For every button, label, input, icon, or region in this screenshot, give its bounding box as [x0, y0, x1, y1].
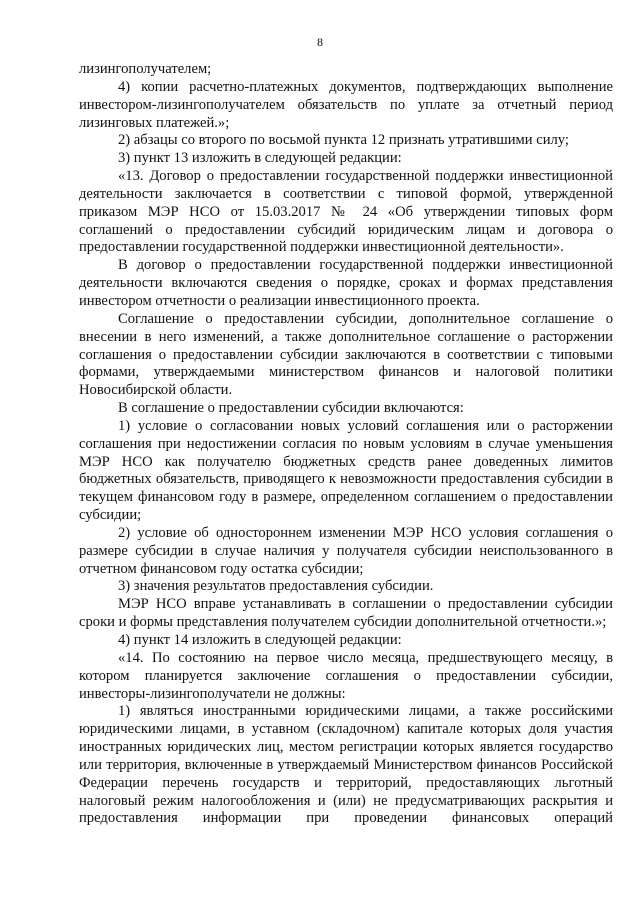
- paragraph-condition-3: 3) значения результатов предоставления субсидии.: [118, 578, 434, 595]
- paragraph-clause-13: «13. Договор о предоставлении государственной поддержки инвестиционной деятельности заключается в соответствии с типовой формой, утвержденной приказом МЭР НСО от 15.03.2017 № 24 «Об утверждении типовых форм соглашений о предоставлении субсидий юридическим лицам и договора о предоставлении государственной поддержки инвестиционной деятельности».: [79, 168, 613, 256]
- paragraph-reporting-rights: МЭР НСО вправе устанавливать в соглашении о предоставлении субсидии сроки и формы представления получателем субсидии дополнительной отчетности.»;: [79, 596, 613, 631]
- document-body: [79, 61, 613, 828]
- paragraph-agreement-includes: В соглашение о предоставлении субсидии включаются:: [118, 400, 464, 417]
- paragraph-item-4-documents: 4) копии расчетно-платежных документов, подтверждающих выполнение инвестором-лизингополучателем обязательств по уплате за отчетный период лизинговых платежей.»;: [79, 78, 613, 131]
- paragraph-subsidy-agreement: Соглашение о предоставлении субсидии, дополнительное соглашение о внесении в него изменений, а также дополнительное соглашение о расторжении соглашения о предоставлении субсидии заключаются в соответствии с типовыми формами, утверждаемыми министерством финансов и налоговой политики Новосибирской области.: [79, 310, 613, 399]
- paragraph-condition-1: 1) условие о согласовании новых условий соглашения или о расторжении соглашения при недостижении согласия по новым условиям в случае уменьшения МЭР НСО как получателю бюджетных средств ранее доведенных лимитов бюджетных обязательств, приводящего к невозможности предоставления субсидии в текущем финансовом году в размере, определенном соглашением о предоставлении субсидии;: [79, 417, 613, 524]
- paragraph-support-agreement: В договор о предоставлении государственной поддержки инвестиционной деятельности включаются сведения о порядке, сроках и формах представления инвестором отчетности о реализации инвестиционного проекта.: [79, 257, 613, 309]
- paragraph-condition-2: 2) условие об одностороннем изменении МЭР НСО условия соглашения о размере субсидии в случае наличия у получателя субсидии неиспользованного в отчетном финансовом году остатка субсидии;: [79, 524, 613, 577]
- paragraph-amendment-3: 3) пункт 13 изложить в следующей редакции:: [118, 150, 402, 167]
- paragraph-amendment-4: 4) пункт 14 изложить в следующей редакции:: [118, 632, 402, 648]
- page-number: 8: [317, 35, 323, 49]
- paragraph-amendment-2: 2) абзацы со второго по восьмой пункта 12 признать утратившими силу;: [118, 132, 569, 149]
- paragraph-requirement-1: 1) являться иностранными юридическими лицами, а также российскими юридическими лицами, в уставном (складочном) капитале которых доля участия иностранных юридических лиц, местом регистрации которых является государство или территория, включенные в утверждаемый Министерством финансов Российской Федерации перечень государств и территорий, предоставляющих льготный налоговый режим налогообложения и (или) не предусматривающих раскрытия и предоставления информации при проведении финансовых операций: [79, 703, 613, 827]
- paragraph-clause-14: «14. По состоянию на первое число месяца, предшествующего месяцу, в котором планируется заключение соглашения о предоставлении субсидии, инвесторы-лизингополучатели не должны:: [79, 649, 613, 702]
- paragraph-continuation: лизингополучателем;: [79, 61, 212, 77]
